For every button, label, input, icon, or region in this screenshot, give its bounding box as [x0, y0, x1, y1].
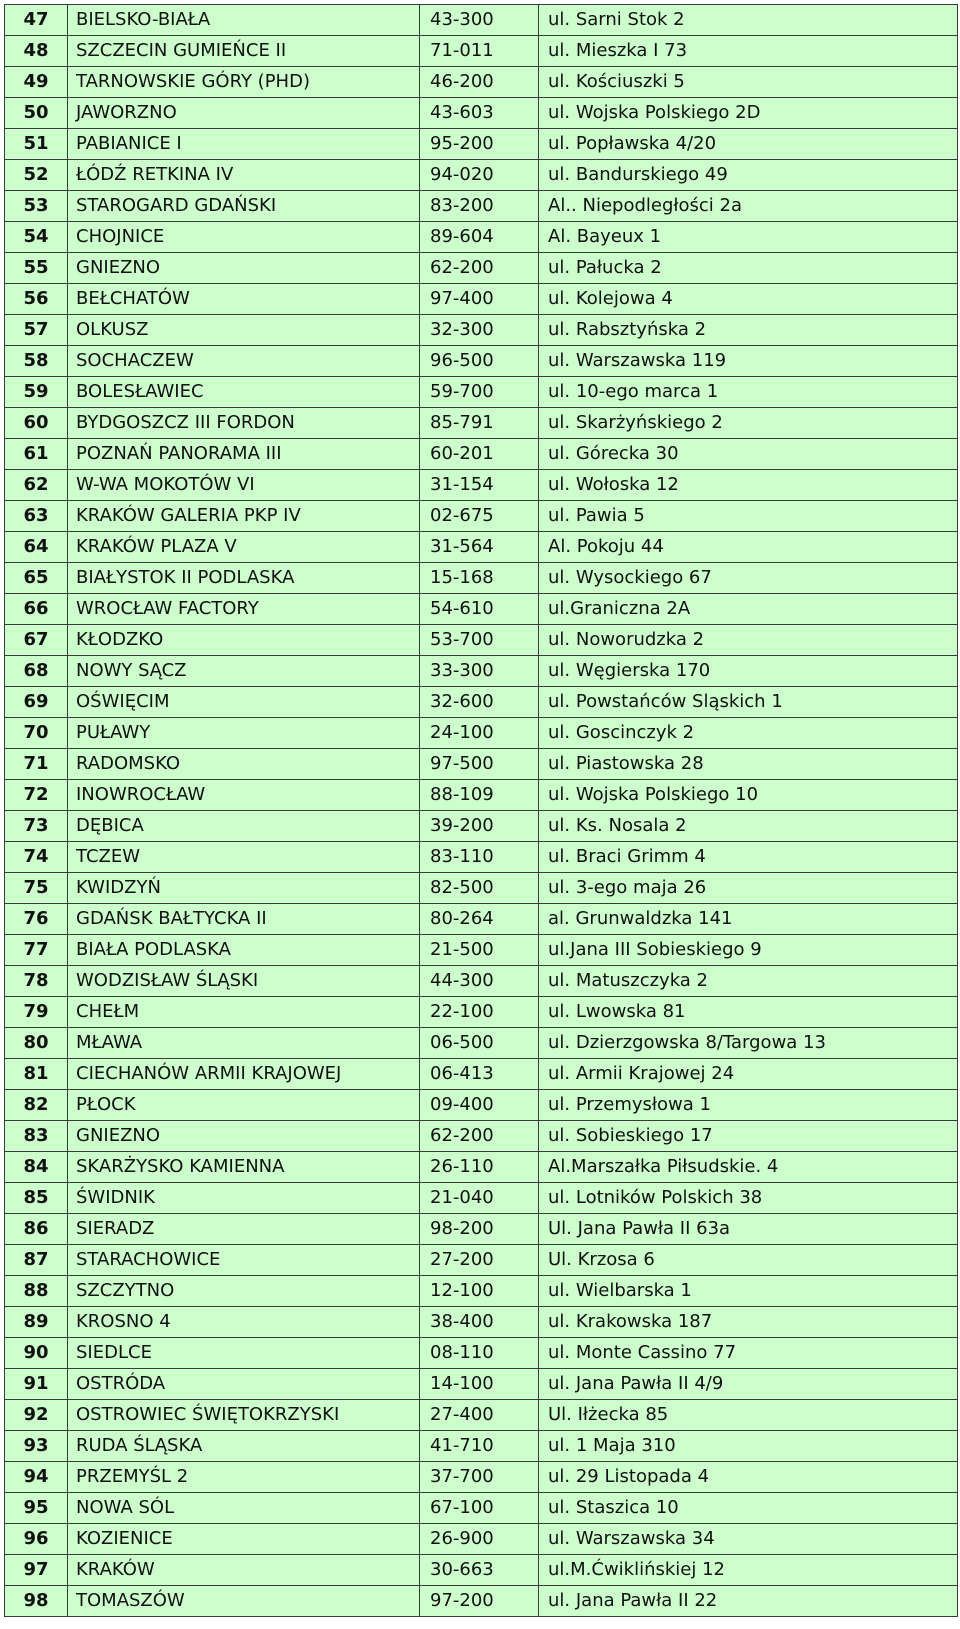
row-number: 47: [5, 5, 68, 36]
table-row: [5, 687, 958, 718]
table-row: [5, 780, 958, 811]
row-number: 64: [5, 532, 68, 563]
row-number: 95: [5, 1493, 68, 1524]
postal-code: 32-300: [420, 315, 539, 346]
postal-code: 89-604: [420, 222, 539, 253]
postal-code: 59-700: [420, 377, 539, 408]
postal-code: 06-413: [420, 1059, 539, 1090]
table-row: [5, 1555, 958, 1586]
city-name: STARACHOWICE: [68, 1245, 420, 1276]
city-name: BIAŁYSTOK II PODLASKA: [68, 563, 420, 594]
table-row: [5, 656, 958, 687]
table-row: [5, 1276, 958, 1307]
postal-code: 62-200: [420, 1121, 539, 1152]
postal-code: 22-100: [420, 997, 539, 1028]
city-name: DĘBICA: [68, 811, 420, 842]
street-address: ul.Graniczna 2A: [539, 594, 958, 625]
city-name: JAWORZNO: [68, 98, 420, 129]
row-number: 85: [5, 1183, 68, 1214]
table-row: [5, 966, 958, 997]
table-row: [5, 1245, 958, 1276]
street-address: ul. Sobieskiego 17: [539, 1121, 958, 1152]
city-name: NOWA SÓL: [68, 1493, 420, 1524]
city-name: KŁODZKO: [68, 625, 420, 656]
postal-code: 33-300: [420, 656, 539, 687]
street-address: Al.Marszałka Piłsudskie. 4: [539, 1152, 958, 1183]
row-number: 87: [5, 1245, 68, 1276]
row-number: 61: [5, 439, 68, 470]
street-address: ul. Powstańców Sląskich 1: [539, 687, 958, 718]
street-address: Al.. Niepodległości 2a: [539, 191, 958, 222]
row-number: 71: [5, 749, 68, 780]
city-name: TOMASZÓW: [68, 1586, 420, 1617]
row-number: 74: [5, 842, 68, 873]
city-name: KROSNO 4: [68, 1307, 420, 1338]
city-name: POZNAŃ PANORAMA III: [68, 439, 420, 470]
postal-code: 80-264: [420, 904, 539, 935]
row-number: 80: [5, 1028, 68, 1059]
city-name: OLKUSZ: [68, 315, 420, 346]
city-name: KRAKÓW PLAZA V: [68, 532, 420, 563]
street-address: ul. Wojska Polskiego 2D: [539, 98, 958, 129]
street-address: ul. Pałucka 2: [539, 253, 958, 284]
row-number: 58: [5, 346, 68, 377]
city-name: BOLESŁAWIEC: [68, 377, 420, 408]
postal-code: 71-011: [420, 36, 539, 67]
city-name: STAROGARD GDAŃSKI: [68, 191, 420, 222]
row-number: 63: [5, 501, 68, 532]
postal-code: 31-564: [420, 532, 539, 563]
street-address: Ul. Iłżecka 85: [539, 1400, 958, 1431]
table-row: [5, 36, 958, 67]
table-row: [5, 160, 958, 191]
postal-code: 97-500: [420, 749, 539, 780]
postal-code: 26-110: [420, 1152, 539, 1183]
street-address: ul. Wołoska 12: [539, 470, 958, 501]
city-name: SOCHACZEW: [68, 346, 420, 377]
row-number: 79: [5, 997, 68, 1028]
city-name: PŁOCK: [68, 1090, 420, 1121]
row-number: 60: [5, 408, 68, 439]
table-row: [5, 408, 958, 439]
street-address: ul. 29 Listopada 4: [539, 1462, 958, 1493]
street-address: ul. Wojska Polskiego 10: [539, 780, 958, 811]
postal-code: 26-900: [420, 1524, 539, 1555]
row-number: 89: [5, 1307, 68, 1338]
postal-code: 60-201: [420, 439, 539, 470]
street-address: ul. Dzierzgowska 8/Targowa 13: [539, 1028, 958, 1059]
street-address: ul. Staszica 10: [539, 1493, 958, 1524]
city-name: NOWY SĄCZ: [68, 656, 420, 687]
row-number: 54: [5, 222, 68, 253]
street-address: ul. Jana Pawła II 22: [539, 1586, 958, 1617]
postal-code: 08-110: [420, 1338, 539, 1369]
street-address: Ul. Krzosa 6: [539, 1245, 958, 1276]
table-row: [5, 253, 958, 284]
table-row: [5, 98, 958, 129]
table-row: [5, 1152, 958, 1183]
street-address: ul. Monte Cassino 77: [539, 1338, 958, 1369]
street-address: ul.M.Ćwiklińskiej 12: [539, 1555, 958, 1586]
postal-code: 32-600: [420, 687, 539, 718]
postal-code: 12-100: [420, 1276, 539, 1307]
table-row: [5, 811, 958, 842]
street-address: ul. Kościuszki 5: [539, 67, 958, 98]
table-row: [5, 191, 958, 222]
table-row: [5, 1462, 958, 1493]
table-row: [5, 1400, 958, 1431]
street-address: ul. Lwowska 81: [539, 997, 958, 1028]
city-name: KRAKÓW: [68, 1555, 420, 1586]
table-row: [5, 842, 958, 873]
table-row: [5, 222, 958, 253]
row-number: 50: [5, 98, 68, 129]
city-name: W-WA MOKOTÓW VI: [68, 470, 420, 501]
street-address: ul. Krakowska 187: [539, 1307, 958, 1338]
city-name: GNIEZNO: [68, 1121, 420, 1152]
row-number: 83: [5, 1121, 68, 1152]
table-row: [5, 718, 958, 749]
table-row: [5, 1028, 958, 1059]
postal-code: 41-710: [420, 1431, 539, 1462]
city-name: BYDGOSZCZ III FORDON: [68, 408, 420, 439]
street-address: ul. Lotników Polskich 38: [539, 1183, 958, 1214]
table-row: [5, 1121, 958, 1152]
table-row: [5, 5, 958, 36]
postal-code: 14-100: [420, 1369, 539, 1400]
row-number: 65: [5, 563, 68, 594]
city-name: CHOJNICE: [68, 222, 420, 253]
row-number: 49: [5, 67, 68, 98]
street-address: ul. Ks. Nosala 2: [539, 811, 958, 842]
row-number: 51: [5, 129, 68, 160]
street-address: Al. Pokoju 44: [539, 532, 958, 563]
postal-code: 27-400: [420, 1400, 539, 1431]
row-number: 78: [5, 966, 68, 997]
street-address: ul.Jana III Sobieskiego 9: [539, 935, 958, 966]
table-row: [5, 1307, 958, 1338]
city-name: BIELSKO-BIAŁA: [68, 5, 420, 36]
street-address: ul. Armii Krajowej 24: [539, 1059, 958, 1090]
postal-code: 02-675: [420, 501, 539, 532]
row-number: 70: [5, 718, 68, 749]
table-row: [5, 904, 958, 935]
table-row: [5, 1431, 958, 1462]
table-row: [5, 563, 958, 594]
street-address: ul. Popławska 4/20: [539, 129, 958, 160]
city-name: GDAŃSK BAŁTYCKA II: [68, 904, 420, 935]
street-address: ul. Noworudzka 2: [539, 625, 958, 656]
street-address: ul. 10-ego marca 1: [539, 377, 958, 408]
table-row: [5, 1369, 958, 1400]
postal-code: 21-500: [420, 935, 539, 966]
street-address: ul. Piastowska 28: [539, 749, 958, 780]
postal-code: 83-200: [420, 191, 539, 222]
row-number: 84: [5, 1152, 68, 1183]
street-address: ul. Skarżyńskiego 2: [539, 408, 958, 439]
row-number: 69: [5, 687, 68, 718]
row-number: 57: [5, 315, 68, 346]
street-address: ul. Pawia 5: [539, 501, 958, 532]
city-name: RADOMSKO: [68, 749, 420, 780]
postal-code: 37-700: [420, 1462, 539, 1493]
postal-code: 88-109: [420, 780, 539, 811]
street-address: ul. Warszawska 34: [539, 1524, 958, 1555]
row-number: 77: [5, 935, 68, 966]
row-number: 88: [5, 1276, 68, 1307]
street-address: ul. Sarni Stok 2: [539, 5, 958, 36]
postal-code: 24-100: [420, 718, 539, 749]
table-row: [5, 1338, 958, 1369]
city-name: ŁÓDŹ RETKINA IV: [68, 160, 420, 191]
city-name: SIEDLCE: [68, 1338, 420, 1369]
postal-code: 62-200: [420, 253, 539, 284]
table-row: [5, 1493, 958, 1524]
postal-code: 09-400: [420, 1090, 539, 1121]
row-number: 48: [5, 36, 68, 67]
street-address: ul. Braci Grimm 4: [539, 842, 958, 873]
table-row: [5, 1090, 958, 1121]
postal-code: 54-610: [420, 594, 539, 625]
street-address: ul. Goscinczyk 2: [539, 718, 958, 749]
postal-code: 46-200: [420, 67, 539, 98]
row-number: 97: [5, 1555, 68, 1586]
city-name: TCZEW: [68, 842, 420, 873]
row-number: 52: [5, 160, 68, 191]
city-name: OSTROWIEC ŚWIĘTOKRZYSKI: [68, 1400, 420, 1431]
postal-code: 21-040: [420, 1183, 539, 1214]
city-name: KOZIENICE: [68, 1524, 420, 1555]
postal-code: 95-200: [420, 129, 539, 160]
table-row: [5, 1059, 958, 1090]
postal-code: 43-300: [420, 5, 539, 36]
row-number: 67: [5, 625, 68, 656]
postal-code: 31-154: [420, 470, 539, 501]
table-row: [5, 439, 958, 470]
city-name: RUDA ŚLĄSKA: [68, 1431, 420, 1462]
city-name: MŁAWA: [68, 1028, 420, 1059]
city-name: OŚWIĘCIM: [68, 687, 420, 718]
table-row: [5, 625, 958, 656]
postal-code: 82-500: [420, 873, 539, 904]
row-number: 92: [5, 1400, 68, 1431]
street-address: Ul. Jana Pawła II 63a: [539, 1214, 958, 1245]
table-row: [5, 470, 958, 501]
postal-code: 97-400: [420, 284, 539, 315]
city-name: SZCZECIN GUMIEŃCE II: [68, 36, 420, 67]
row-number: 56: [5, 284, 68, 315]
street-address: ul. Matuszczyka 2: [539, 966, 958, 997]
street-address: ul. Jana Pawła II 4/9: [539, 1369, 958, 1400]
table-row: [5, 346, 958, 377]
postal-code: 83-110: [420, 842, 539, 873]
store-list-body: [5, 5, 958, 1617]
row-number: 75: [5, 873, 68, 904]
postal-code: 44-300: [420, 966, 539, 997]
row-number: 93: [5, 1431, 68, 1462]
city-name: KWIDZYŃ: [68, 873, 420, 904]
street-address: ul. 3-ego maja 26: [539, 873, 958, 904]
city-name: INOWROCŁAW: [68, 780, 420, 811]
table-row: [5, 315, 958, 346]
street-address: al. Grunwaldzka 141: [539, 904, 958, 935]
row-number: 62: [5, 470, 68, 501]
row-number: 82: [5, 1090, 68, 1121]
store-list-table: [4, 4, 958, 1617]
row-number: 91: [5, 1369, 68, 1400]
row-number: 72: [5, 780, 68, 811]
postal-code: 97-200: [420, 1586, 539, 1617]
table-row: [5, 501, 958, 532]
street-address: Al. Bayeux 1: [539, 222, 958, 253]
table-row: [5, 532, 958, 563]
city-name: CIECHANÓW ARMII KRAJOWEJ: [68, 1059, 420, 1090]
city-name: ŚWIDNIK: [68, 1183, 420, 1214]
city-name: PRZEMYŚL 2: [68, 1462, 420, 1493]
city-name: BIAŁA PODLASKA: [68, 935, 420, 966]
postal-code: 27-200: [420, 1245, 539, 1276]
table-row: [5, 594, 958, 625]
street-address: ul. 1 Maja 310: [539, 1431, 958, 1462]
row-number: 59: [5, 377, 68, 408]
postal-code: 06-500: [420, 1028, 539, 1059]
city-name: TARNOWSKIE GÓRY (PHD): [68, 67, 420, 98]
table-row: [5, 935, 958, 966]
row-number: 86: [5, 1214, 68, 1245]
postal-code: 96-500: [420, 346, 539, 377]
postal-code: 53-700: [420, 625, 539, 656]
street-address: ul. Kolejowa 4: [539, 284, 958, 315]
street-address: ul. Węgierska 170: [539, 656, 958, 687]
city-name: WODZISŁAW ŚLĄSKI: [68, 966, 420, 997]
city-name: WROCŁAW FACTORY: [68, 594, 420, 625]
city-name: SKARŻYSKO KAMIENNA: [68, 1152, 420, 1183]
street-address: ul. Mieszka I 73: [539, 36, 958, 67]
city-name: PABIANICE I: [68, 129, 420, 160]
street-address: ul. Rabsztyńska 2: [539, 315, 958, 346]
city-name: SZCZYTNO: [68, 1276, 420, 1307]
row-number: 81: [5, 1059, 68, 1090]
row-number: 96: [5, 1524, 68, 1555]
table-row: [5, 67, 958, 98]
postal-code: 38-400: [420, 1307, 539, 1338]
postal-code: 15-168: [420, 563, 539, 594]
table-row: [5, 873, 958, 904]
city-name: PUŁAWY: [68, 718, 420, 749]
table-row: [5, 1183, 958, 1214]
city-name: OSTRÓDA: [68, 1369, 420, 1400]
row-number: 53: [5, 191, 68, 222]
street-address: ul. Wysockiego 67: [539, 563, 958, 594]
postal-code: 43-603: [420, 98, 539, 129]
street-address: ul. Wielbarska 1: [539, 1276, 958, 1307]
postal-code: 85-791: [420, 408, 539, 439]
street-address: ul. Przemysłowa 1: [539, 1090, 958, 1121]
row-number: 73: [5, 811, 68, 842]
city-name: GNIEZNO: [68, 253, 420, 284]
table-row: [5, 749, 958, 780]
city-name: SIERADZ: [68, 1214, 420, 1245]
postal-code: 94-020: [420, 160, 539, 191]
postal-code: 30-663: [420, 1555, 539, 1586]
city-name: BEŁCHATÓW: [68, 284, 420, 315]
postal-code: 39-200: [420, 811, 539, 842]
city-name: CHEŁM: [68, 997, 420, 1028]
row-number: 90: [5, 1338, 68, 1369]
city-name: KRAKÓW GALERIA PKP IV: [68, 501, 420, 532]
street-address: ul. Warszawska 119: [539, 346, 958, 377]
table-row: [5, 284, 958, 315]
row-number: 98: [5, 1586, 68, 1617]
table-row: [5, 1524, 958, 1555]
table-row: [5, 129, 958, 160]
row-number: 68: [5, 656, 68, 687]
table-row: [5, 1586, 958, 1617]
street-address: ul. Górecka 30: [539, 439, 958, 470]
table-row: [5, 1214, 958, 1245]
table-row: [5, 377, 958, 408]
table-row: [5, 997, 958, 1028]
row-number: 94: [5, 1462, 68, 1493]
row-number: 55: [5, 253, 68, 284]
row-number: 66: [5, 594, 68, 625]
row-number: 76: [5, 904, 68, 935]
postal-code: 67-100: [420, 1493, 539, 1524]
street-address: ul. Bandurskiego 49: [539, 160, 958, 191]
postal-code: 98-200: [420, 1214, 539, 1245]
